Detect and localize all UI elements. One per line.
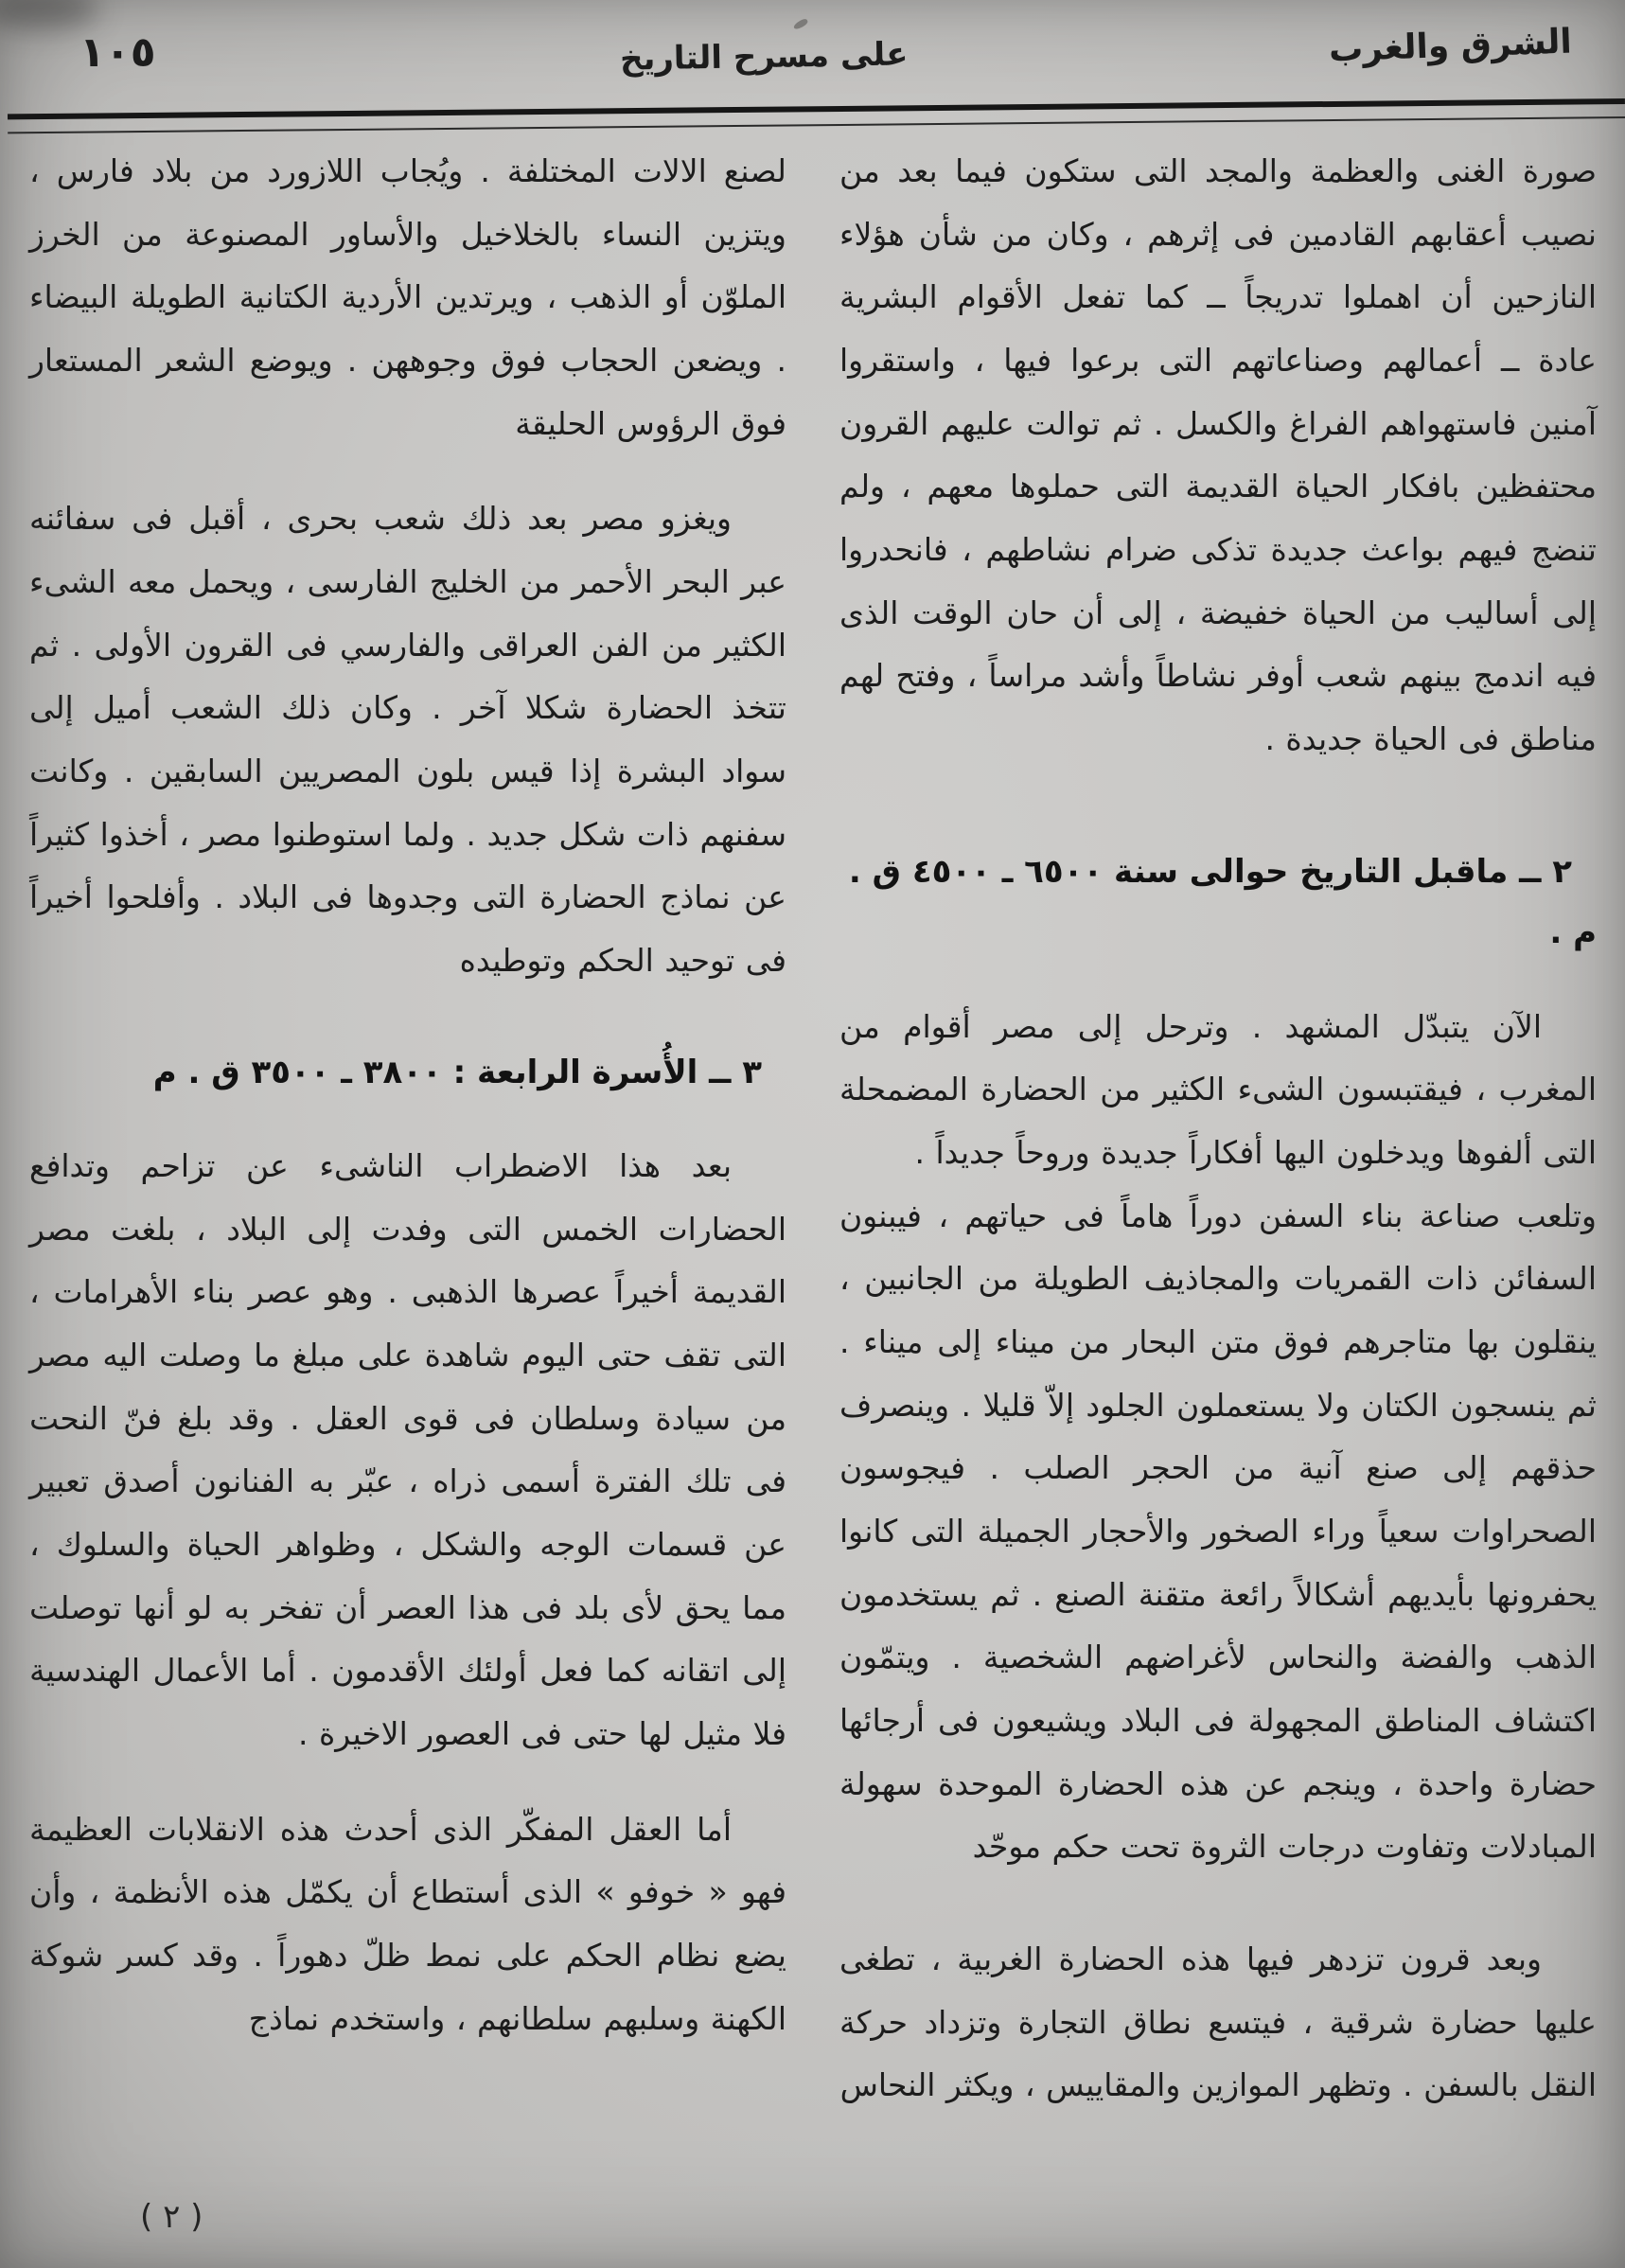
header-double-rule xyxy=(8,98,1625,133)
section-heading-prehistory: ٢ ــ ماقبل التاريخ حوالى سنة ٦٥٠٠ ـ ٤٥٠٠ ق . م . xyxy=(848,852,1597,952)
paragraph-continuation: لصنع الالات المختلفة . ويُجاب اللازورد من بلاد فارس ، ويتزين النساء بالخلاخيل والأساور المصنوعة من الخرز الملوّن أو الذهب ، ويرتدين الأردية الكتانية الطويلة البيضاء . ويضعن الحجاب فوق وجوههن . ويوضع الشعر المستعار فوق الرؤوس الحليقة xyxy=(29,152,786,442)
scan-mark-artifact xyxy=(792,18,808,31)
section-heading-fourth-dynasty: ٣ ــ الأُسرة الرابعة : ٣٨٠٠ ـ ٣٥٠٠ ق . م xyxy=(152,1053,762,1091)
column-right xyxy=(839,140,1597,2117)
paragraph: أما العقل المفكّر الذى أحدث هذه الانقلابات العظيمة فهو « خوفو » الذى أستطاع أن يكمّل هذه الأنظمة ، وأن يضع نظام الحكم على نمط ظلّ دهوراً . وقد كسر شوكة الكهنة وسلبهم سلطانهم ، واستخدم نماذج xyxy=(29,1810,786,2037)
paragraph-continuation: صورة الغنى والعظمة والمجد التى ستكون فيما بعد من نصيب أعقابهم القادمين فى إثرهم ، وكان من شأن هؤلاء النازحين أن اهملوا تدريجاً ــ كما تفعل الأقوام البشرية عادة ــ أعمالهم وصناعاتهم التى برعوا فيها ، واستقروا آمنين فاستهواهم الفراغ والكسل . ثم توالت عليهم القرون محتفظين بافكار الحياة القديمة التى حملوها معهم ، ولم تنضج فيهم بواعث جديدة تذكى ضرام نشاطهم ، فانحدروا إلى أساليب من الحياة خفيضة ، إلى أن حان الوقت الذى فيه اندمج بينهم شعب أوفر نشاطاً وأشد مراساً ، وفتح لهم مناطق فى الحياة جديدة . xyxy=(839,152,1597,757)
journal-title: الشرق والغرب xyxy=(1328,22,1573,70)
paragraph: وتلعب صناعة بناء السفن دوراً هاماً فى حياتهم ، فيبنون السفائن ذات القمريات والمجاذيف الطويلة من الجانبين ، ينقلون بها متاجرهم فوق متن البحار من ميناء إلى ميناء . ثم ينسجون الكتان ولا يستعملون الجلود إلاّ قليلا . وينصرف حذقهم إلى صنع آنية من الحجر الصلب . فيجوسون الصحراوات سعياً وراء الصخور والأحجار الجميلة التى كانوا يحفرونها بأيديهم أشكالاً رائعة متقنة الصنع . ثم يستخدمون الذهب والفضة والنحاس لأغراضهم الشخصية . ويتمّون اكتشاف المناطق المجهولة فى البلاد ويشيعون فى أرجائها حضارة واحدة ، وينجم عن هذه الحضارة الموحدة سهولة المبادلات وتفاوت درجات الثروة تحت حكم موحّد xyxy=(839,1196,1597,1866)
column-left xyxy=(29,140,786,2117)
paragraph: الآن يتبدّل المشهد . وترحل إلى مصر أقوام من المغرب ، فيقتبسون الشىء الكثير من الحضارة المضمحلة التى ألفوها ويدخلون اليها أفكاراً جديدة وروحاً جديداً . xyxy=(839,1007,1597,1172)
scan-shadow-artifact xyxy=(0,0,98,30)
paragraph: ويغزو مصر بعد ذلك شعب بحرى ، أقبل فى سفائنه عبر البحر الأحمر من الخليج الفارسى ، ويحمل معه الشىء الكثير من الفن العراقى والفارسي فى القرون الأولى . ثم تتخذ الحضارة شكلا آخر . وكان ذلك الشعب أميل إلى سواد البشرة إذا قيس بلون المصريين السابقين . وكانت سفنهم ذات شكل جديد . ولما استوطنوا مصر ، أخذوا كثيراً عن نماذج الحضارة التى وجدوها فى البلاد . وأفلحوا أخيراً فى توحيد الحكم وتوطيده xyxy=(29,500,786,979)
paragraph: بعد هذا الاضطراب الناشىء عن تزاحم وتدافع الحضارات الخمس التى وفدت إلى البلاد ، بلغت مصر القديمة أخيراً عصرها الذهبى . وهو عصر بناء الأهرامات ، التى تقف حتى اليوم شاهدة على مبلغ ما وصلت اليه مصر من سيادة وسلطان فى قوى العقل . وقد بلغ فنّ النحت فى تلك الفترة أسمى ذراه ، عبّر به الفنانون أصدق تعبير عن قسمات الوجه والشكل ، وظواهر الحياة والسلوك ، مما يحق لأى بلد فى هذا العصر أن تفخر به لو أنها توصلت إلى اتقانه كما فعل أولئك الأقدمون . أما الأعمال الهندسية فلا مثيل لها حتى فى العصور الاخيرة . xyxy=(29,1147,786,1753)
article-running-title: على مسرح التاريخ xyxy=(619,35,909,79)
text-columns xyxy=(28,140,1597,2117)
page-number: ١٠٥ xyxy=(79,28,156,77)
sheet-signature-number: ( ٢ ) xyxy=(140,2198,203,2236)
paragraph: وبعد قرون تزدهر فيها هذه الحضارة الغربية ، تطغى عليها حضارة شرقية ، فيتسع نطاق التجارة وتزداد حركة النقل بالسفن . وتظهر الموازين والمقاييس ، ويكثر النحاس xyxy=(839,1940,1597,2104)
